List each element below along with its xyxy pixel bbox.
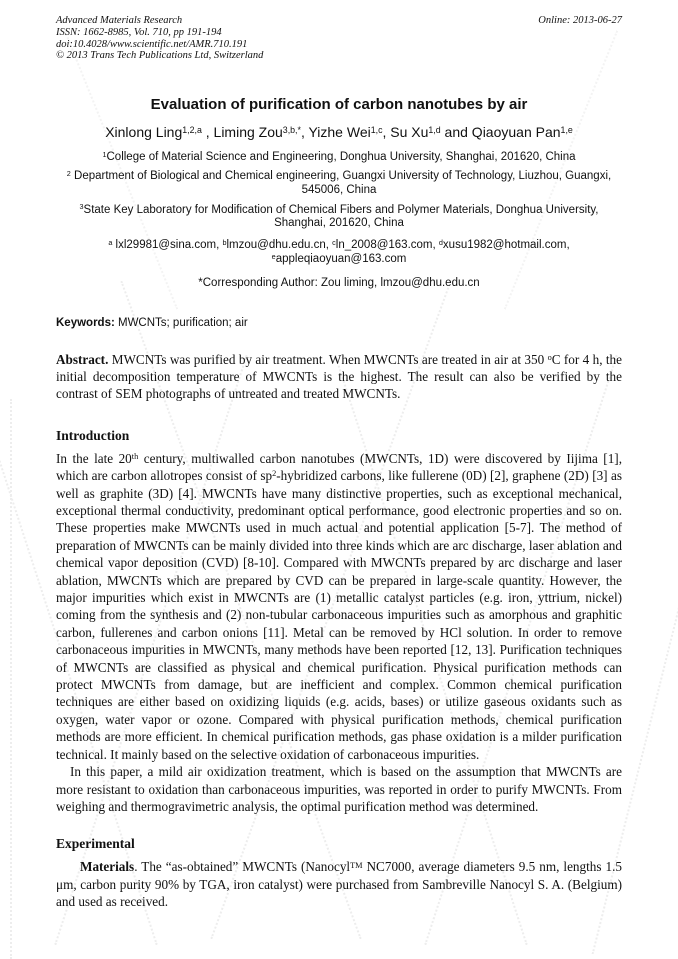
journal-name: Advanced Materials Research (56, 15, 183, 26)
journal-header-left (56, 15, 263, 62)
issn-line: ISSN: 1662-8985, Vol. 710, pp 191-194 (56, 26, 222, 38)
section-heading-experimental: Experimental (56, 836, 135, 852)
affiliation-1: $^1$College of Material Science and Engineering, Donghua University, Shanghai, 201620, China (102, 149, 576, 164)
affiliation-3: $^3$State Key Laboratory for Modification of Chemical Fibers and Polymer Materials, Donghua University, Shanghai, 201620, China (79, 202, 599, 230)
introduction-paragraph-2: In this paper, a mild air oxidization treatment, which is based on the assumption that MWCNTs are more resistant to oxidation than carbonaceous impurities, was reported in order to purify MWCNTs. From weighing and thermogravimetric analysis, the optimal purification method was determined. (56, 764, 622, 814)
introduction-body (56, 450, 622, 816)
email-line: $^a$ lxl29981@sina.com, $^b$lmzou@dhu.edu.cn, $^c$ln_2008@163.com, $^d$xusu1982@hotmail.com, $^e$appleqiaoyuan@163.com (108, 237, 570, 265)
doi-line: doi:10.4028/www.scientific.net/AMR.710.191 (56, 38, 248, 50)
journal-header (56, 15, 622, 62)
copyright-line: © 2013 Trans Tech Publications Ltd, Switzerland (56, 50, 264, 62)
section-heading-introduction: Introduction (56, 427, 130, 443)
affiliation-2: $^2$ Department of Biological and Chemical engineering, Guangxi University of Technology, Liuzhou, Guangxi, 545006, China (66, 168, 612, 196)
abstract-paragraph: Abstract. MWCNTs was purified by air treatment. When MWCNTs are treated in air at 350 $^o$C for 4 h, the initial decomposition temperature of MWCNTs is the highest. The result can also be verified by the contrast of SEM photographs of untreated and treated MWCNTs. (56, 351, 622, 402)
experimental-body (56, 858, 622, 910)
corresponding-author-line: *Corresponding Author: Zou liming, lmzou@dhu.edu.cn (198, 276, 480, 289)
introduction-paragraph-1: In the late 20th century, multiwalled carbon nanotubes (MWCNTs, 1D) were discovered by Iijima [1], which are carbon allotropes consist of $sp^2$-hybridized carbons, like fullerene (0D) [2], graphene (2D) [3] as well as graphite (3D) [4]. MWCNTs have many distinctive properties, such as exceptional mechanical, exceptional thermal conductivity, predominant optical performance, good electronic properties and so on. These properties make MWCNTs used in much actual and potential application [5-7]. The method of preparation of MWCNTs can be mainly divided into three kinds which are arc discharge, laser ablation and chemical vapor deposition (CVD) [8-10]. Compared with MWCNTs prepared by arc discharge and laser ablation, MWCNTs which are prepared by CVD can be prepared in large-scale quantity. However, the major impurities which exist in MWCNTs are (1) metallic catalyst particles (e.g. iron, yttrium, nickel) coming from the synthesis and (2) non-tubular carbonaceous impurities such as amorphous and graphitic carbon, fullerenes and carbon onions [11]. Metal can be removed by HCl solution. In order to remove carbonaceous impurities in MWCNTs, many methods have been reported [12, 13]. Purification techniques of MWCNTs are classified as physical and chemical purification. Physical purification methods can protect MWCNTs from damage, but are inefficient and complex. Common chemical purification techniques are either based on oxidizing liquids (e.g. acids, bases) or utilize gaseous oxidants such as oxygen, water vapor or ozone. Compared with physical purification methods, chemical purification methods are more efficient. In chemical purification methods, gas phase oxidation is a milder purification technical. It mainly based on the selective oxidation of carbonaceous impurities. (56, 450, 622, 762)
materials-paragraph: Materials. The “as-obtained” MWCNTs (Nanocyl™ NC7000, average diameters 9.5 nm, lengths 1.5 μm, carbon purity 90% by TGA, iron catalyst) were purchased from Sambreville Nanocyl S. A. (Belgium) and used as received. (56, 859, 622, 910)
paper-title: Evaluation of purification of carbon nanotubes by air (150, 96, 528, 114)
keywords-value: MWCNTs; purification; air (114, 316, 248, 329)
keywords-line (56, 316, 622, 330)
online-date: Online: 2013-06-27 (538, 15, 622, 26)
keywords-label: Keywords: (56, 316, 115, 329)
author-line: Xinlong Ling$^{1,2,a}$ , Liming Zou$^{3,b,*}$, Yizhe Wei$^{1,c}$, Su Xu$^{1,d}$ and Qiaoyuan Pan$^{1,e}$ (105, 124, 573, 141)
